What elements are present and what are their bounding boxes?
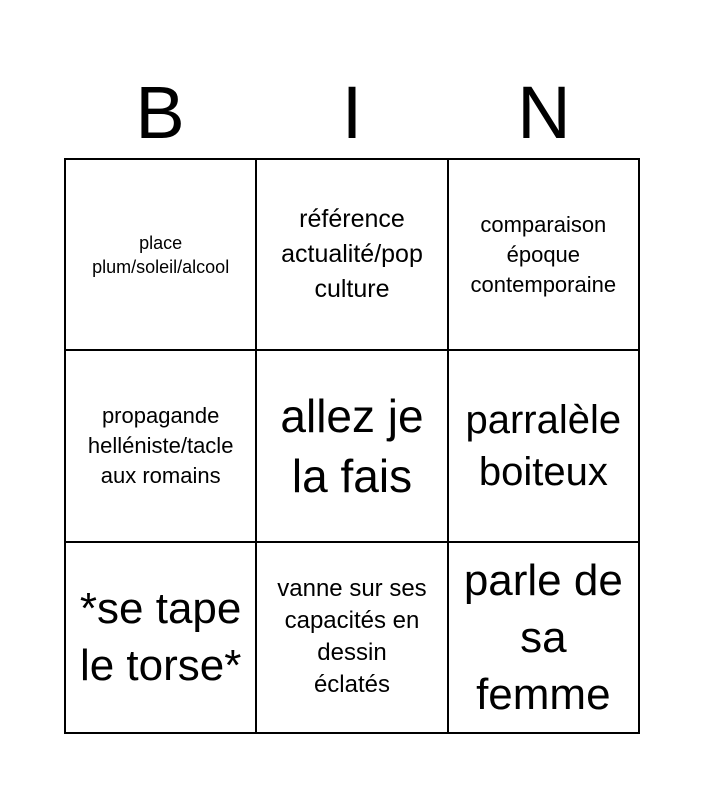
- cell-text: parle de sa femme: [463, 555, 623, 719]
- bingo-cell-r2c3[interactable]: [449, 351, 640, 542]
- cell-text: *se tape le torse*: [79, 584, 242, 691]
- bingo-grid: [64, 158, 640, 734]
- cell-text: allez je la fais: [280, 389, 424, 502]
- bingo-cell-r1c3[interactable]: [449, 160, 640, 351]
- cell-text: vanne sur ses capacités en dessin éclatés: [277, 575, 427, 699]
- cell-text: propagande helléniste/tacle aux romains: [87, 402, 234, 488]
- cell-text: référence actualité/pop culture: [281, 205, 423, 304]
- header-letter-b: B: [135, 71, 185, 154]
- bingo-cell-r3c1[interactable]: [66, 543, 257, 734]
- bingo-cell-r2c1[interactable]: [66, 351, 257, 542]
- bingo-cell-r2c2[interactable]: [257, 351, 448, 542]
- cell-text: place plum/soleil/alcool: [92, 232, 230, 277]
- bingo-cell-r3c2[interactable]: [257, 543, 448, 734]
- cell-text: comparaison époque contemporaine: [470, 211, 617, 297]
- bingo-cell-r1c2[interactable]: [257, 160, 448, 351]
- bingo-header: [64, 70, 640, 156]
- cell-text: parralèle boiteux: [465, 397, 622, 494]
- header-letter-n: N: [517, 71, 571, 154]
- header-letter-i: I: [341, 71, 363, 154]
- bingo-cell-r1c1[interactable]: [66, 160, 257, 351]
- bingo-cell-r3c3[interactable]: [449, 543, 640, 734]
